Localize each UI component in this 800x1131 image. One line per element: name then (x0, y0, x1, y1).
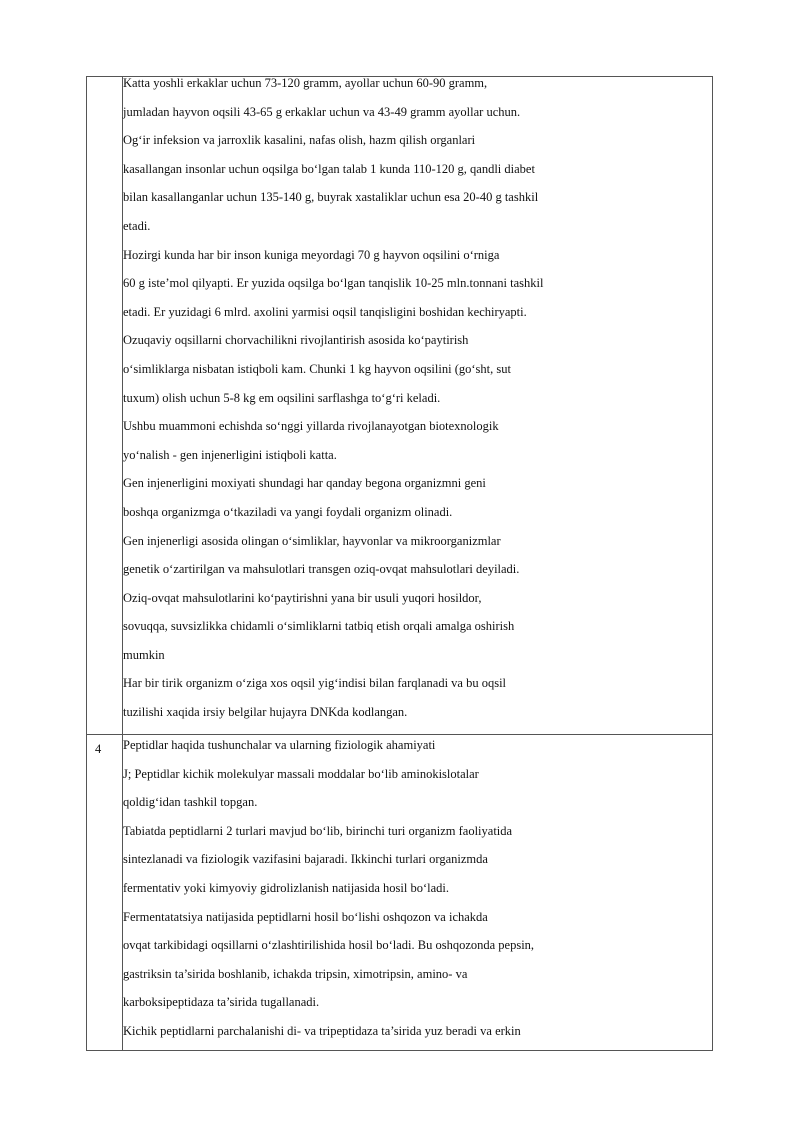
text-line: boshqa organizmga o‘tkaziladi va yangi foydali organizm olinadi. (123, 504, 453, 519)
text-line: Gen injenerligi asosida olingan o‘simliklar, hayvonlar va mikroorganizmlar (123, 533, 501, 548)
text-line: Oziq-ovqat mahsulotlarini ko‘paytirishni yana bir usuli yuqori hosildor, (123, 590, 482, 605)
text-line: Kichik peptidlarni parchalanishi di- va tripeptidaza ta’sirida yuz beradi va erkin (123, 1023, 521, 1038)
text-line: Gen injenerligini moxiyati shundagi har qanday begona organizmni geni (123, 476, 486, 491)
text-line: Har bir tirik organizm o‘ziga xos oqsil yig‘indisi bilan farqlanadi va bu oqsil (123, 676, 507, 691)
content-table (86, 76, 713, 1051)
text-line: Peptidlar haqida tushunchalar va ularning fiziologik ahamiyati (123, 738, 436, 752)
text-line: ovqat tarkibidagi oqsillarni o‘zlashtirilishida hosil bo‘ladi. Bu oshqozonda pepsin, (123, 938, 535, 953)
text-line: 60 g iste’mol qilyapti. Er yuzida oqsilga bo‘lgan tanqislik 10-25 mln.tonnani tashkil (123, 276, 544, 291)
row-number-cell (87, 77, 123, 735)
text-line: Og‘ir infeksion va jarroxlik kasalini, nafas olish, hazm qilish organlari (123, 133, 476, 148)
text-line: yo‘nalish - gen injenerligini istiqboli katta. (123, 447, 337, 462)
text-line: genetik o‘zartirilgan va mahsulotlari transgen oziq-ovqat mahsulotlari deyiladi. (123, 562, 520, 577)
text-line: bilan kasallanganlar uchun 135-140 g, buyrak xastaliklar uchun esa 20-40 g tashkil (123, 190, 539, 205)
text-line: fermentativ yoki kimyoviy gidrolizlanish natijasida hosil bo‘ladi. (123, 880, 449, 895)
text-line: sintezlanadi va fiziologik vazifasini bajaradi. Ikkinchi turlari organizmda (123, 852, 488, 867)
text-line: gastriksin ta’sirida boshlanib, ichakda tripsin, ximotripsin, amino- va (123, 966, 468, 981)
text-line: karboksipeptidaza ta’sirida tugallanadi. (123, 995, 320, 1010)
text-line: Fermentatatsiya natijasida peptidlarni hosil bo‘lishi oshqozon va ichakda (123, 909, 488, 924)
text-line: Hozirgi kunda har bir inson kuniga meyordagi 70 g hayvon oqsilini o‘rniga (123, 247, 500, 262)
row-number: 4 (95, 742, 102, 756)
row-number-cell (87, 735, 123, 1051)
text-line: mumkin (123, 647, 165, 662)
text-line: etadi. Er yuzidagi 6 mlrd. axolini yarmisi oqsil tanqisligini boshidan kechiryapti. (123, 304, 527, 319)
text-line: tuzilishi xaqida irsiy belgilar hujayra DNKda kodlangan. (123, 705, 408, 720)
text-line: Tabiatda peptidlarni 2 turlari mavjud bo‘lib, birinchi turi organizm faoliyatida (123, 823, 513, 838)
text-line: jumladan hayvon oqsili 43-65 g erkaklar uchun va 43-49 gramm ayollar uchun. (123, 104, 521, 119)
row-number (87, 77, 122, 81)
text-line: Ozuqaviy oqsillarni chorvachilikni rivojlantirish asosida ko‘paytirish (123, 333, 469, 348)
text-line: qoldig‘idan tashkil topgan. (123, 795, 258, 810)
table-row (87, 735, 713, 1051)
text-line: tuxum) olish uchun 5-8 kg em oqsilini sarflashga to‘g‘ri keladi. (123, 390, 441, 405)
row-text-cell (123, 735, 713, 1051)
text-line: sovuqqa, suvsizlikka chidamli o‘simliklarni tatbiq etish orqali amalga oshirish (123, 619, 515, 634)
table-row (87, 77, 713, 735)
text-line: etadi. (123, 218, 151, 233)
text-line: Ushbu muammoni echishda so‘nggi yillarda rivojlanayotgan biotexnologik (123, 419, 499, 434)
text-line: kasallangan insonlar uchun oqsilga bo‘lgan talab 1 kunda 110-120 g, qandli diabet (123, 161, 535, 176)
text-line: o‘simliklarga nisbatan istiqboli kam. Chunki 1 kg hayvon oqsilini (go‘sht, sut (123, 361, 511, 376)
text-line: J; Peptidlar kichik molekulyar massali moddalar bo‘lib aminokislotalar (123, 766, 479, 781)
text-line: Katta yoshli erkaklar uchun 73-120 gramm, ayollar uchun 60-90 gramm, (123, 76, 488, 90)
row-text-cell (123, 77, 713, 735)
